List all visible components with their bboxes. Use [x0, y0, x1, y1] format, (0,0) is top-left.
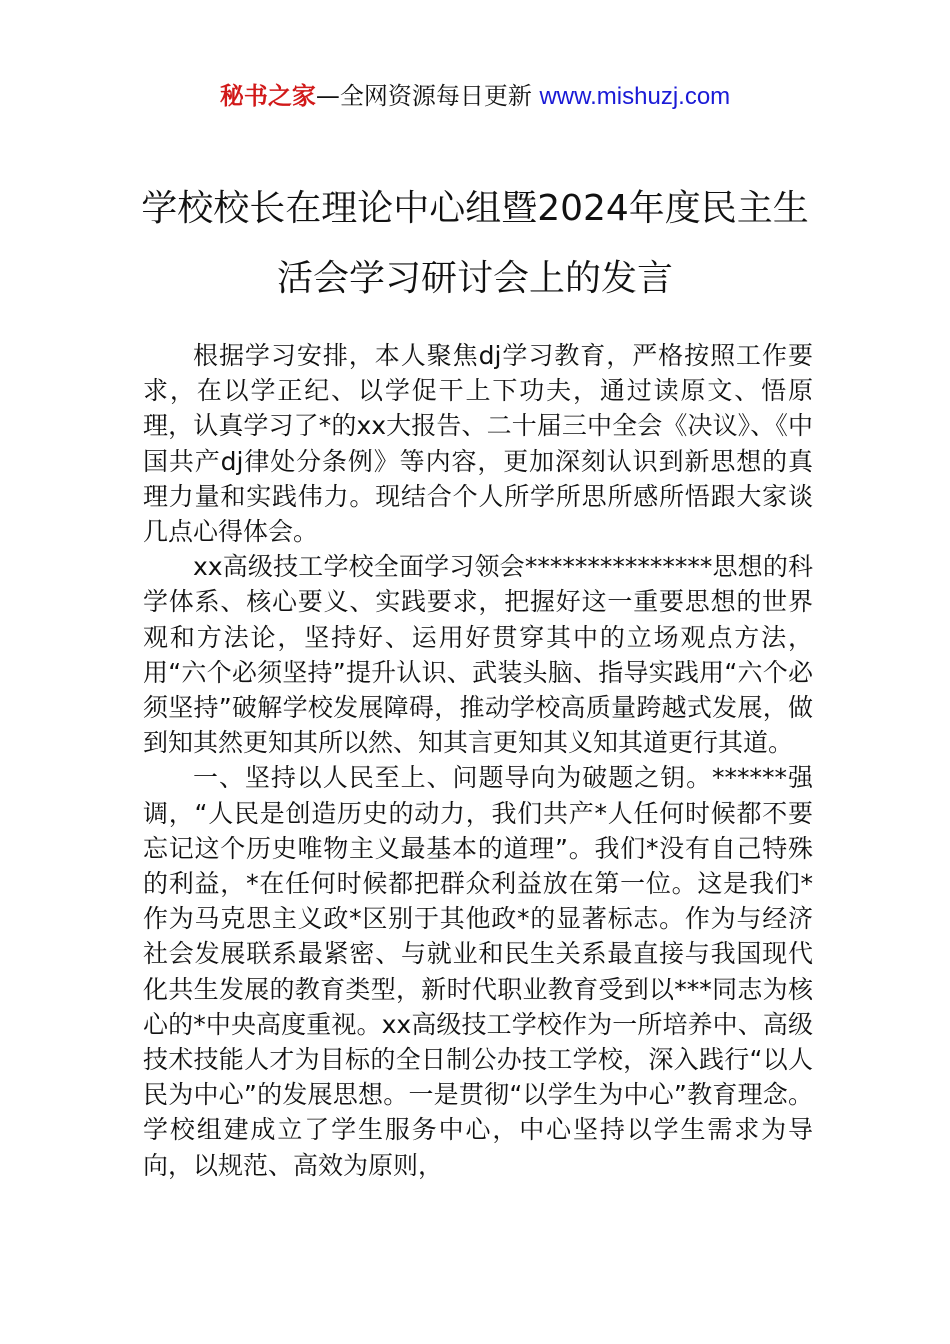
- site-url-link[interactable]: www.mishuzj.com: [539, 83, 731, 110]
- document-title-line-2: 活会学习研讨会上的发言: [276, 258, 673, 299]
- header-slogan: 全网资源每日更新: [339, 82, 540, 110]
- brand-name: 秘书之家: [219, 82, 316, 110]
- paragraph-intro: 根据学习安排，本人聚焦dj学习教育，严格按照工作要求，在以学正纪、以学促干上下功夫，通过读原文、悟原理，认真学习了*的xx大报告、二十届三中全会《决议》、《中国共产dj律处分条例》等内容，更加深刻认识到新思想的真理力量和实践伟力。现结合个人所学所思所感所悟跟大家谈几点心得体会。: [143, 341, 813, 547]
- paragraph-school-study: xx高级技工学校全面学习领会***************思想的科学体系、核心要义、实践要求，把握好这一重要思想的世界观和方法论，坚持好、运用好贯穿其中的立场观点方法，用“六个必须坚持”提升认识、武装头脑、指导实践用“六个必须坚持”破解学校发展障碍，推动学校高质量跨越式发展，做到知其然更知其所以然、知其言更知其义知其道更行其道。: [143, 552, 813, 758]
- paragraph-section-one: 一、坚持以人民至上、问题导向为破题之钥。******强调，“人民是创造历史的动力，我们共产*人任何时候都不要忘记这个历史唯物主义最基本的道理”。我们*没有自己特殊的利益，*在任何时候都把群众利益放在第一位。这是我们*作为马克思主义政*区别于其他政*的显著标志。作为与经济社会发展联系最紧密、与就业和民生关系最直接与我国现代化共生发展的教育类型，新时代职业教育受到以***同志为核心的*中央高度重视。xx高级技工学校作为一所培养中、高级技术技能人才为目标的全日制公办技工学校，深入践行“以人民为中心”的发展思想。一是贯彻“以学生为中心”教育理念。学校组建成立了学生服务中心，中心坚持以学生需求为导向，以规范、高效为原则，: [143, 763, 813, 1180]
- header-dash: —: [315, 82, 340, 110]
- document-title-line-1: 学校校长在理论中心组暨2024年度民主生: [141, 188, 809, 229]
- document-body: [143, 338, 813, 1183]
- site-header: [0, 80, 950, 113]
